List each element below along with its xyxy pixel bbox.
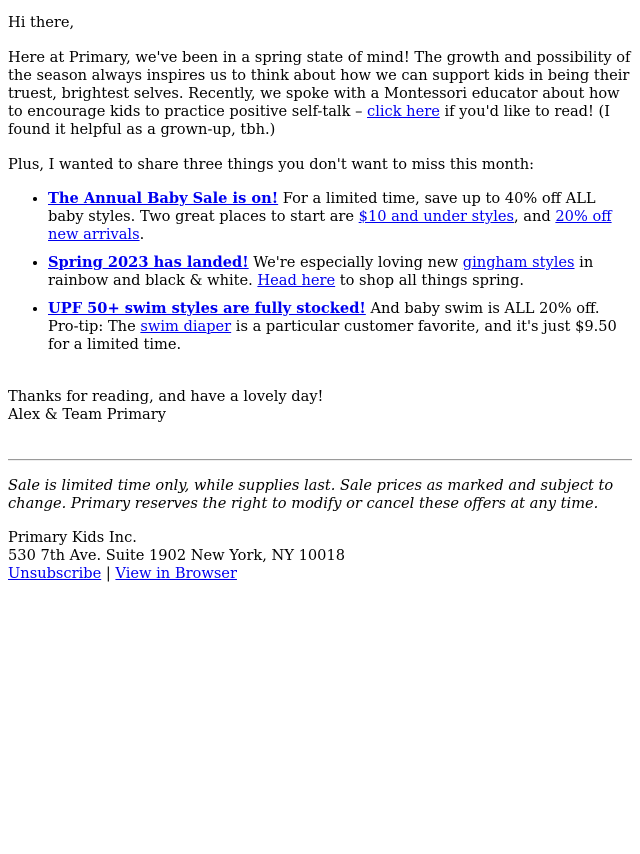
highlights-list <box>8 190 632 354</box>
swim-diaper-link[interactable]: swim diaper <box>140 318 232 335</box>
list-item-baby-sale <box>48 190 632 244</box>
list-item-text: . <box>139 226 145 243</box>
view-in-browser-link[interactable]: View in Browser <box>115 565 237 582</box>
list-item-text: to shop all things spring. <box>335 272 525 289</box>
intro-paragraph <box>8 49 632 139</box>
list-item-text: And baby swim is ALL 20% off. Pro-tip: The <box>48 300 600 335</box>
list-item-text: is a particular customer favorite, and it's just $9.50 for a limited time. <box>48 318 617 353</box>
thanks-text: Thanks for reading, and have a lovely day! <box>8 388 324 405</box>
baby-sale-link[interactable]: The Annual Baby Sale is on! <box>48 190 279 207</box>
list-item-text: in rainbow and black & white. <box>48 254 594 289</box>
new-arrivals-link[interactable]: 20% off new arrivals <box>48 208 612 243</box>
ten-and-under-link[interactable]: $10 and under styles <box>358 208 515 225</box>
head-here-link[interactable]: Head here <box>257 272 336 289</box>
list-item-text: For a limited time, save up to 40% off ALL baby styles. Two great places to start are <box>48 190 596 225</box>
gingham-styles-link[interactable]: gingham styles <box>462 254 575 271</box>
signature: Alex & Team Primary <box>8 406 166 423</box>
greeting: Hi there, <box>8 14 75 31</box>
swim-styles-link[interactable]: UPF 50+ swim styles are fully stocked! <box>48 300 366 317</box>
intro-text-before: Here at Primary, we've been in a spring state of mind! The growth and possibility of the season always inspires us to think about how we can support kids in being their truest, brightest selves. Recently, we spoke with a Montessori educator about how to encourage kids to practice positive self-talk – <box>8 49 631 120</box>
company-address: 530 7th Ave. Suite 1902 New York, NY 10018 <box>8 547 346 564</box>
unsubscribe-link[interactable]: Unsubscribe <box>8 565 102 582</box>
divider <box>8 459 632 461</box>
signoff <box>8 388 632 424</box>
list-item-text: , and <box>514 208 556 225</box>
list-item-spring-2023 <box>48 254 632 290</box>
company-name: Primary Kids Inc. <box>8 529 137 546</box>
list-item-text: We're especially loving new <box>248 254 463 271</box>
footer <box>8 529 632 583</box>
footer-separator: | <box>101 565 116 582</box>
spring-2023-link[interactable]: Spring 2023 has landed! <box>48 254 249 271</box>
footer-links <box>8 565 632 583</box>
intro-text-after: if you'd like to read! (I found it helpful as a grown-up, tbh.) <box>8 103 610 138</box>
click-here-link[interactable]: click here <box>367 103 440 120</box>
disclaimer-text: Sale is limited time only, while supplies last. Sale prices as marked and subject to change. Primary reserves the right to modify or cancel these offers at any time. <box>8 477 614 512</box>
lead-in-text: Plus, I wanted to share three things you don't want to miss this month: <box>8 156 535 173</box>
list-item-swim <box>48 300 632 354</box>
